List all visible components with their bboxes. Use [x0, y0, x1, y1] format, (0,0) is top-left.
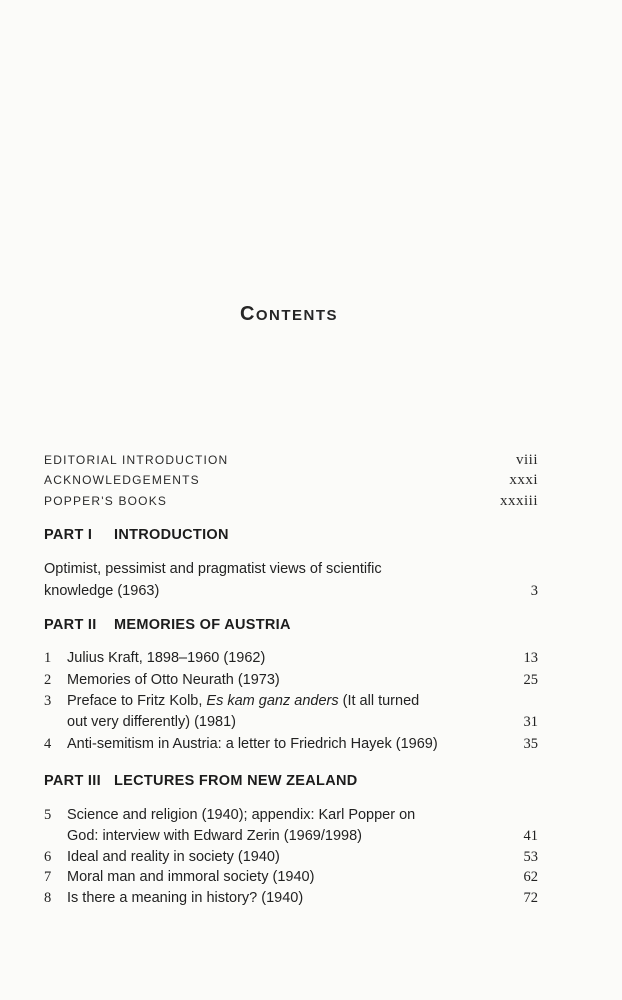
part-heading-1 — [44, 525, 538, 545]
part-label: PART III — [44, 773, 101, 789]
toc-entry-scientific-knowledge-cont[interactable] — [44, 581, 538, 602]
entry-title: Moral man and immoral society (1940) — [67, 869, 315, 885]
toc-front-page: xxxiii — [499, 493, 538, 509]
entry-title-line-1 — [67, 691, 419, 712]
part-label: PART I — [44, 527, 93, 543]
entry-page: 62 — [523, 869, 538, 885]
entry-title: Memories of Otto Neurath (1973) — [67, 672, 280, 688]
page-title — [0, 303, 578, 326]
entry-number: 4 — [44, 736, 52, 752]
entry-number: 1 — [44, 650, 52, 666]
entry-number: 2 — [44, 672, 52, 688]
toc-entry-3[interactable] — [44, 691, 538, 712]
entry-title: Anti-semitism in Austria: a letter to Friedrich Hayek (1969) — [67, 736, 438, 752]
toc-front-label: EDITORIAL INTRODUCTION — [44, 453, 229, 467]
page-title-initial: C — [239, 303, 256, 325]
part-title: LECTURES FROM NEW ZEALAND — [114, 773, 358, 789]
entry-title-post: (It all turned — [338, 693, 420, 709]
entry-title-italic: Es kam ganz anders — [206, 693, 339, 709]
entry-page: 72 — [523, 890, 538, 906]
toc-entry-6[interactable] — [44, 847, 538, 868]
entry-title-line-1: Optimist, pessimist and pragmatist views of scientific — [44, 561, 382, 577]
entry-title-line-2: God: interview with Edward Zerin (1969/1998) — [67, 828, 362, 844]
part-heading-3 — [44, 771, 538, 791]
toc-front-poppers-books[interactable] — [44, 492, 538, 510]
toc-entry-7[interactable] — [44, 867, 538, 888]
entry-page: 53 — [523, 849, 538, 865]
entry-number: 8 — [44, 890, 52, 906]
toc-front-label: ACKNOWLEDGEMENTS — [44, 473, 200, 487]
part-label: PART II — [44, 617, 97, 633]
page-title-rest: ONTENTS — [255, 307, 339, 324]
part-title: INTRODUCTION — [114, 527, 229, 543]
entry-title-line-2: out very differently) (1981) — [67, 714, 236, 730]
entry-number: 3 — [44, 693, 52, 709]
toc-front-page: xxxi — [509, 472, 538, 488]
toc-entry-3-cont[interactable] — [44, 712, 538, 733]
entry-title-pre: Preface to Fritz Kolb, — [67, 693, 207, 709]
toc-front-label: POPPER'S BOOKS — [44, 494, 168, 508]
toc-entry-2[interactable] — [44, 670, 538, 691]
entry-title: Ideal and reality in society (1940) — [67, 849, 280, 865]
toc-entry-scientific-knowledge[interactable] — [44, 559, 538, 580]
entry-number: 6 — [44, 849, 52, 865]
toc-entry-5-cont[interactable] — [44, 826, 538, 847]
toc-front-page: viii — [515, 452, 538, 468]
entry-page: 3 — [530, 583, 538, 599]
entry-number: 5 — [44, 807, 52, 823]
entry-title: Is there a meaning in history? (1940) — [67, 890, 304, 906]
toc-entry-5[interactable] — [44, 805, 538, 826]
entry-page: 13 — [523, 650, 538, 666]
toc-front-acknowledgements[interactable] — [44, 471, 538, 489]
entry-title-line-2: knowledge (1963) — [44, 583, 160, 599]
entry-title-line-1: Science and religion (1940); appendix: Karl Popper on — [67, 807, 416, 823]
entry-number: 7 — [44, 869, 52, 885]
toc-front-editorial-introduction[interactable] — [44, 451, 538, 469]
entry-page: 25 — [523, 672, 538, 688]
entry-page: 41 — [523, 828, 538, 844]
toc-entry-4[interactable] — [44, 734, 538, 755]
toc-entry-1[interactable] — [44, 648, 538, 669]
part-heading-2 — [44, 615, 538, 635]
part-title: MEMORIES OF AUSTRIA — [114, 617, 291, 633]
entry-page: 31 — [523, 714, 538, 730]
toc-entry-8[interactable] — [44, 888, 538, 909]
entry-page: 35 — [523, 736, 538, 752]
entry-title: Julius Kraft, 1898–1960 (1962) — [67, 650, 266, 666]
